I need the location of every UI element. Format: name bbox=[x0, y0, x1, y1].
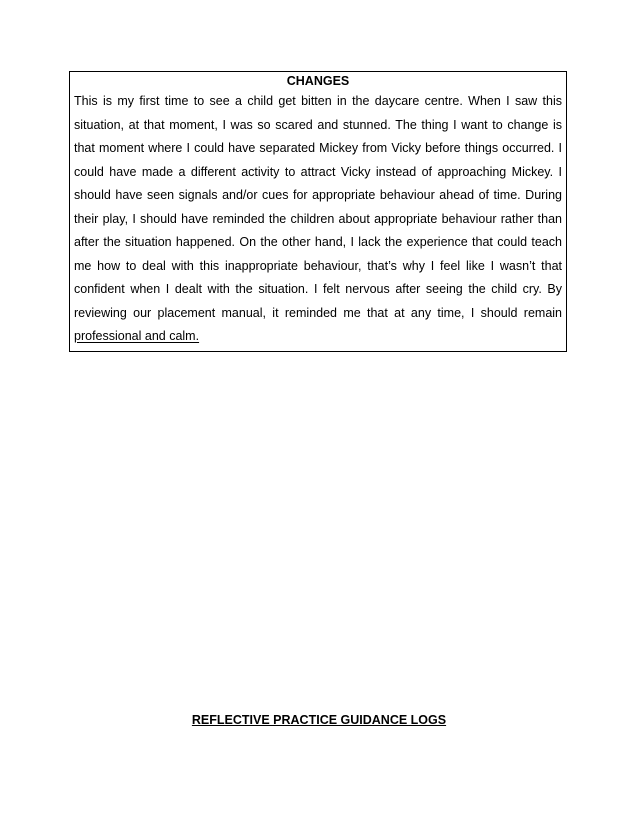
changes-paragraph bbox=[74, 90, 562, 349]
changes-section bbox=[69, 71, 567, 352]
section-title: REFLECTIVE PRACTICE GUIDANCE LOGS bbox=[191, 713, 447, 727]
changes-heading: CHANGES bbox=[286, 74, 350, 88]
changes-body-text: This is my first time to see a child get bitten in the daycare centre. When I saw this situation, at that moment, I was so scared and stunned. The thing I want to change is that moment where I could have separated Mickey from Vicky before things occurred. I could have made a different activity to attract Vicky instead of approaching Mickey. I should have seen signals and/or cues for appropriate behaviour ahead of time. During their play, I should have reminded the children about appropriate behaviour rather than after the situation happened. On the other hand, I lack the experience that could teach me how to deal with this inappropriate behaviour, that’s why I feel like I wasn’t that confident when I dealt with the situation. I felt nervous after seeing the child cry. By reviewing our placement manual, it reminded me that at any time, I should remain bbox=[74, 94, 562, 320]
changes-closing-text: professional and calm. bbox=[74, 329, 200, 343]
